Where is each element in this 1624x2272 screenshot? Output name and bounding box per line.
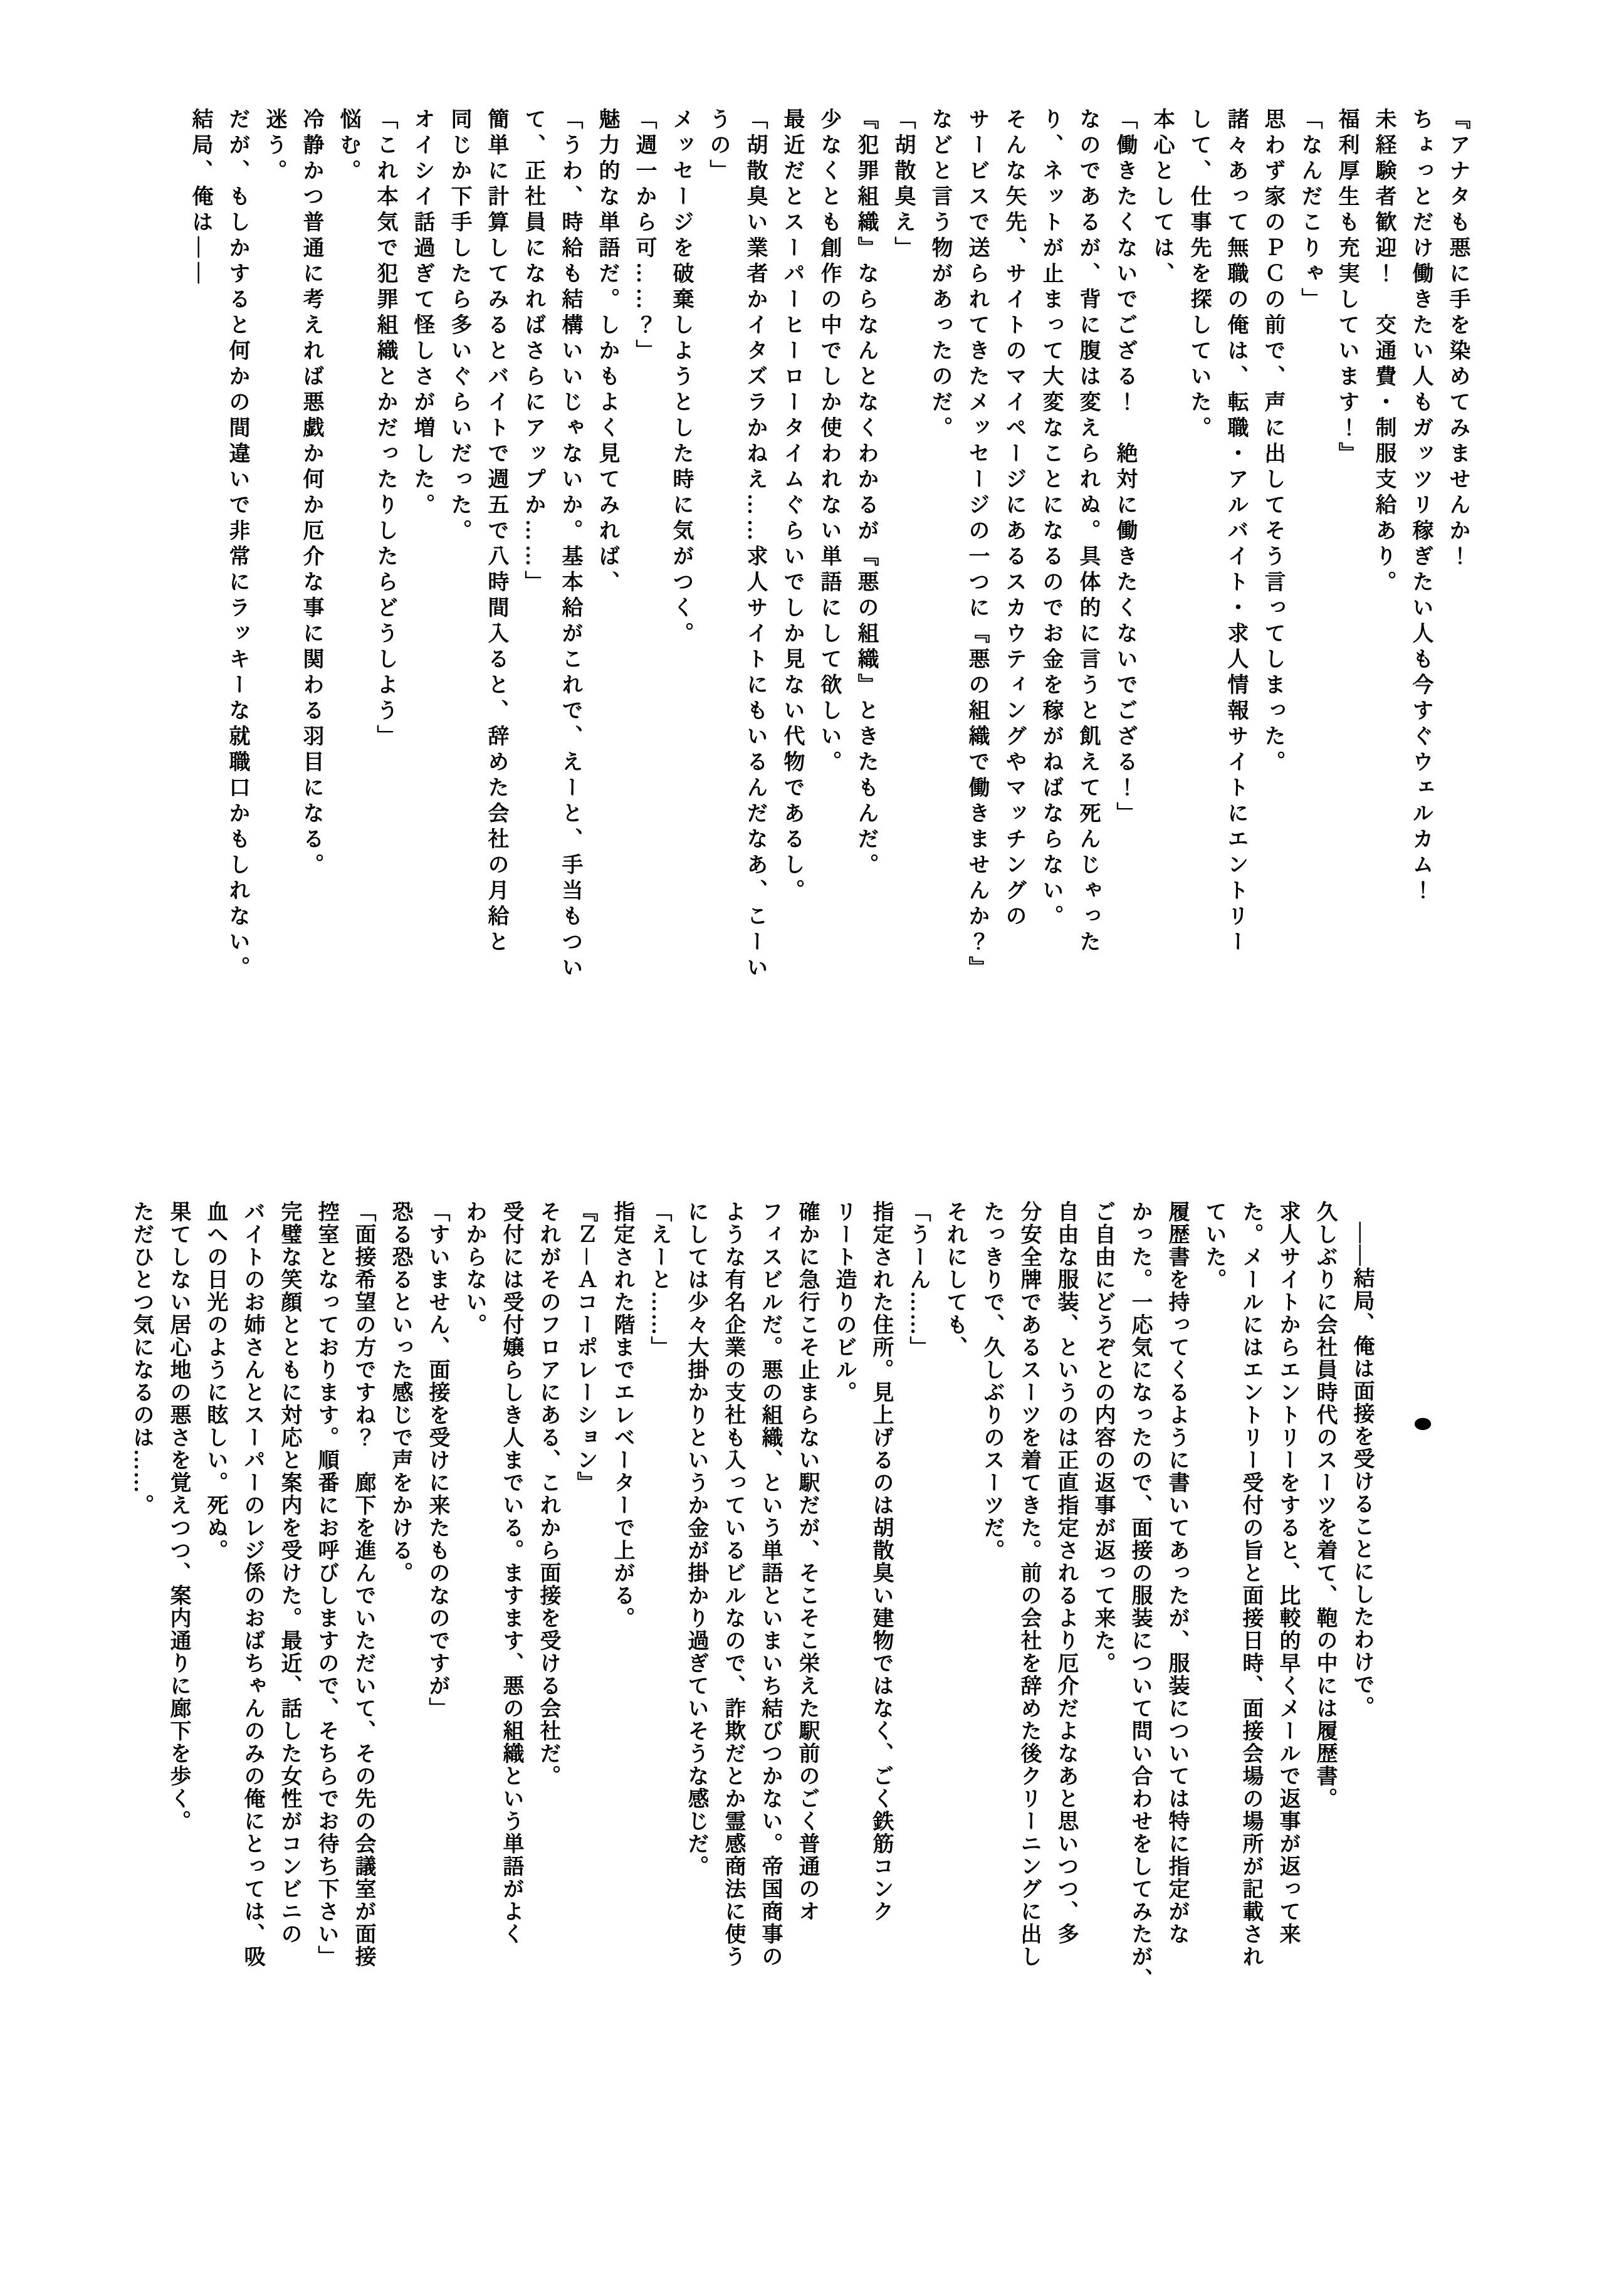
text-line: 『アナタも悪に手を染めてみませんか！ bbox=[1446, 108, 1469, 571]
text-line: 「胡散臭え」 bbox=[891, 108, 914, 262]
text-line: 確かに急行こそ止まらない駅だが、そこそこ栄えた駅前のごく普通のオ bbox=[795, 1201, 819, 1923]
text-line: 諸々あって無職の俺は、転職・アルバイト・求人情報サイトにエントリー bbox=[1224, 108, 1247, 956]
text-line: にしては少々大掛かりというか金が掛かり過ぎていそうな感じだ。 bbox=[684, 1201, 708, 1878]
text-line: 『犯罪組織』ならなんとなくわかるが『悪の組織』ときたもんだ。 bbox=[854, 108, 877, 879]
text-line: サービスで送られてきたメッセージの一つに『悪の組織で働きませんか？』 bbox=[965, 108, 988, 982]
text-line: 福利厚生も充実しています！』 bbox=[1335, 108, 1358, 468]
text-line: して、仕事先を探していた。 bbox=[1187, 108, 1210, 442]
text-line: フィスビルだ。悪の組織、という単語といまいち結びつかない。帝国商事の bbox=[758, 1201, 782, 1968]
text-line: バイトのお姉さんとスーパーのレジ係のおばちゃんのみの俺にとっては、吸 bbox=[241, 1201, 264, 1968]
text-line: そんな矢先、サイトのマイページにあるスカウティングやマッチングの bbox=[1002, 108, 1025, 930]
text-line: 求人サイトからエントリーをすると、比較的早くメールで返事が返って来 bbox=[1276, 1201, 1299, 1945]
text-line: ちょっとだけ働きたい人もガッツリ稼ぎたい人も今すぐウェルカム！ bbox=[1409, 108, 1432, 905]
text-line: 果てしない居心地の悪さを覚えつつ、案内通りに廊下を歩く。 bbox=[167, 1201, 190, 1833]
text-line: 魅力的な単語だ。しかもよく見てみれば、 bbox=[595, 108, 619, 596]
text-line: 恐る恐るといった感じで声をかける。 bbox=[389, 1201, 412, 1584]
text-line: 「週一から可……？」 bbox=[632, 108, 656, 365]
text-line: ——結局、俺は面接を受けることにしたわけで。 bbox=[1350, 1222, 1373, 1718]
text-line: 指定された階までエレベーターで上がる。 bbox=[610, 1201, 634, 1629]
text-line: 同じか下手したら多いぐらいだった。 bbox=[448, 108, 471, 545]
text-line: 悩む。 bbox=[337, 108, 360, 185]
text-line: それにしても、 bbox=[943, 1201, 967, 1359]
text-line: 「なんだこりゃ」 bbox=[1298, 108, 1321, 313]
text-line: 指定された住所。見上げるのは胡散臭い建物ではなく、ごく鉄筋コンク bbox=[869, 1201, 893, 1923]
text-line: 『Ｚ－Ａコーポレーション』 bbox=[574, 1201, 597, 1494]
text-line: り、ネットが止まって大変なことになるのでお金を稼がねばならない。 bbox=[1039, 108, 1062, 930]
text-line: リート造りのビル。 bbox=[832, 1201, 856, 1404]
text-line: 「うーん……」 bbox=[906, 1201, 930, 1359]
text-line: 結局、俺は—— bbox=[189, 108, 212, 288]
text-line: 「胡散臭い業者かイタズラかねえ……求人サイトにもいるんだなあ、こーい bbox=[743, 108, 767, 982]
text-line: 冷静かつ普通に考えれば悪戯か何か厄介な事に関わる羽目になる。 bbox=[300, 108, 323, 879]
text-line: それがそのフロアにある、これから面接を受ける会社だ。 bbox=[537, 1201, 560, 1787]
text-line: 本心としては、 bbox=[1150, 108, 1173, 288]
text-line: 「うわ、時給も結構いいじゃないか。基本給がこれで、えーと、手当もつい bbox=[558, 108, 582, 982]
text-line: 「これ本気で犯罪組織とかだったりしたらどうしよう」 bbox=[374, 108, 397, 750]
page-1-text-block bbox=[179, 108, 1476, 1061]
text-line: なのであるが、背に腹は変えられぬ。具体的に言うと飢えて死んじゃった bbox=[1076, 108, 1099, 956]
text-line: ご自由にどうぞとの内容の返事が返って来た。 bbox=[1091, 1201, 1114, 1675]
text-line: などと言う物があったのだ。 bbox=[928, 108, 951, 442]
section-marker-dot: ● bbox=[1413, 1413, 1433, 1433]
text-line: 自由な服装、というのは正直指定されるより厄介だよなあと思いつつ、多 bbox=[1054, 1201, 1077, 1945]
text-line: 未経験者歓迎！ 交通費・制服支給あり。 bbox=[1372, 108, 1395, 596]
text-line: 「えーと……」 bbox=[647, 1201, 671, 1359]
text-line: ていた。 bbox=[1202, 1201, 1225, 1291]
text-line: 完璧な笑顔とともに対応と案内を受けた。最近、話した女性がコンビニの bbox=[278, 1201, 301, 1945]
text-line: うの」 bbox=[706, 108, 730, 185]
text-line: 最近だとスーパーヒーロータイムぐらいでしか見ない代物であるし。 bbox=[780, 108, 804, 905]
text-line: 分安全牌であるスーツを着てきた。前の会社を辞めた後クリーニングに出し bbox=[1017, 1201, 1040, 1968]
text-line: 久しぶりに会社員時代のスーツを着て、鞄の中には履歴書。 bbox=[1313, 1201, 1336, 1810]
page-2-text-block bbox=[117, 1201, 1380, 2041]
text-line: 受付には受付嬢らしき人までいる。ますます、悪の組織という単語がよく bbox=[500, 1201, 523, 1945]
text-line: 「働きたくないでござる！ 絶対に働きたくないでござる！」 bbox=[1113, 108, 1136, 828]
text-line: オイシイ話過ぎて怪しさが増した。 bbox=[411, 108, 434, 519]
text-line: た。メールにはエントリー受付の旨と面接日時、面接会場の場所が記載され bbox=[1239, 1201, 1262, 1968]
text-line: メッセージを破棄しようとした時に気がつく。 bbox=[669, 108, 693, 648]
text-line: 控室となっております。順番にお呼びしますので、そちらでお待ち下さい」 bbox=[315, 1201, 338, 1968]
text-line: 履歴書を持ってくるように書いてあったが、服装については特に指定がな bbox=[1165, 1201, 1188, 1945]
text-line: 少なくとも創作の中でしか使われない単語にして欲しい。 bbox=[817, 108, 841, 776]
text-line: て、正社員になればさらにアップか……」 bbox=[521, 108, 545, 596]
text-line: ただひとつ気になるのは……。 bbox=[130, 1201, 153, 1517]
text-line: ような有名企業の支社も入っているビルなので、詐欺だとか霊感商法に使う bbox=[721, 1201, 745, 1968]
text-line: たっきりで、久しぶりのスーツだ。 bbox=[980, 1201, 1003, 1562]
text-line: だが、もしかすると何かの間違いで非常にラッキーな就職口かもしれない。 bbox=[226, 108, 249, 982]
text-line: かった。一応気になったので、面接の服装について問い合わせをしてみたが、 bbox=[1128, 1201, 1151, 1991]
text-line: 迷う。 bbox=[263, 108, 286, 185]
text-line: わからない。 bbox=[463, 1201, 486, 1336]
text-line: 思わず家のＰＣの前で、声に出してそう言ってしまった。 bbox=[1261, 108, 1284, 776]
text-line: 「すいません、面接を受けに来たものなのですが」 bbox=[426, 1201, 449, 1720]
text-line: 血への日光のように眩しい。死ぬ。 bbox=[204, 1201, 227, 1562]
text-line: 簡単に計算してみるとバイトで週五で八時間入ると、辞めた会社の月給と bbox=[485, 108, 508, 956]
text-line: 「面接希望の方ですね？ 廊下を進んでいただいて、その先の会議室が面接 bbox=[352, 1201, 375, 1968]
